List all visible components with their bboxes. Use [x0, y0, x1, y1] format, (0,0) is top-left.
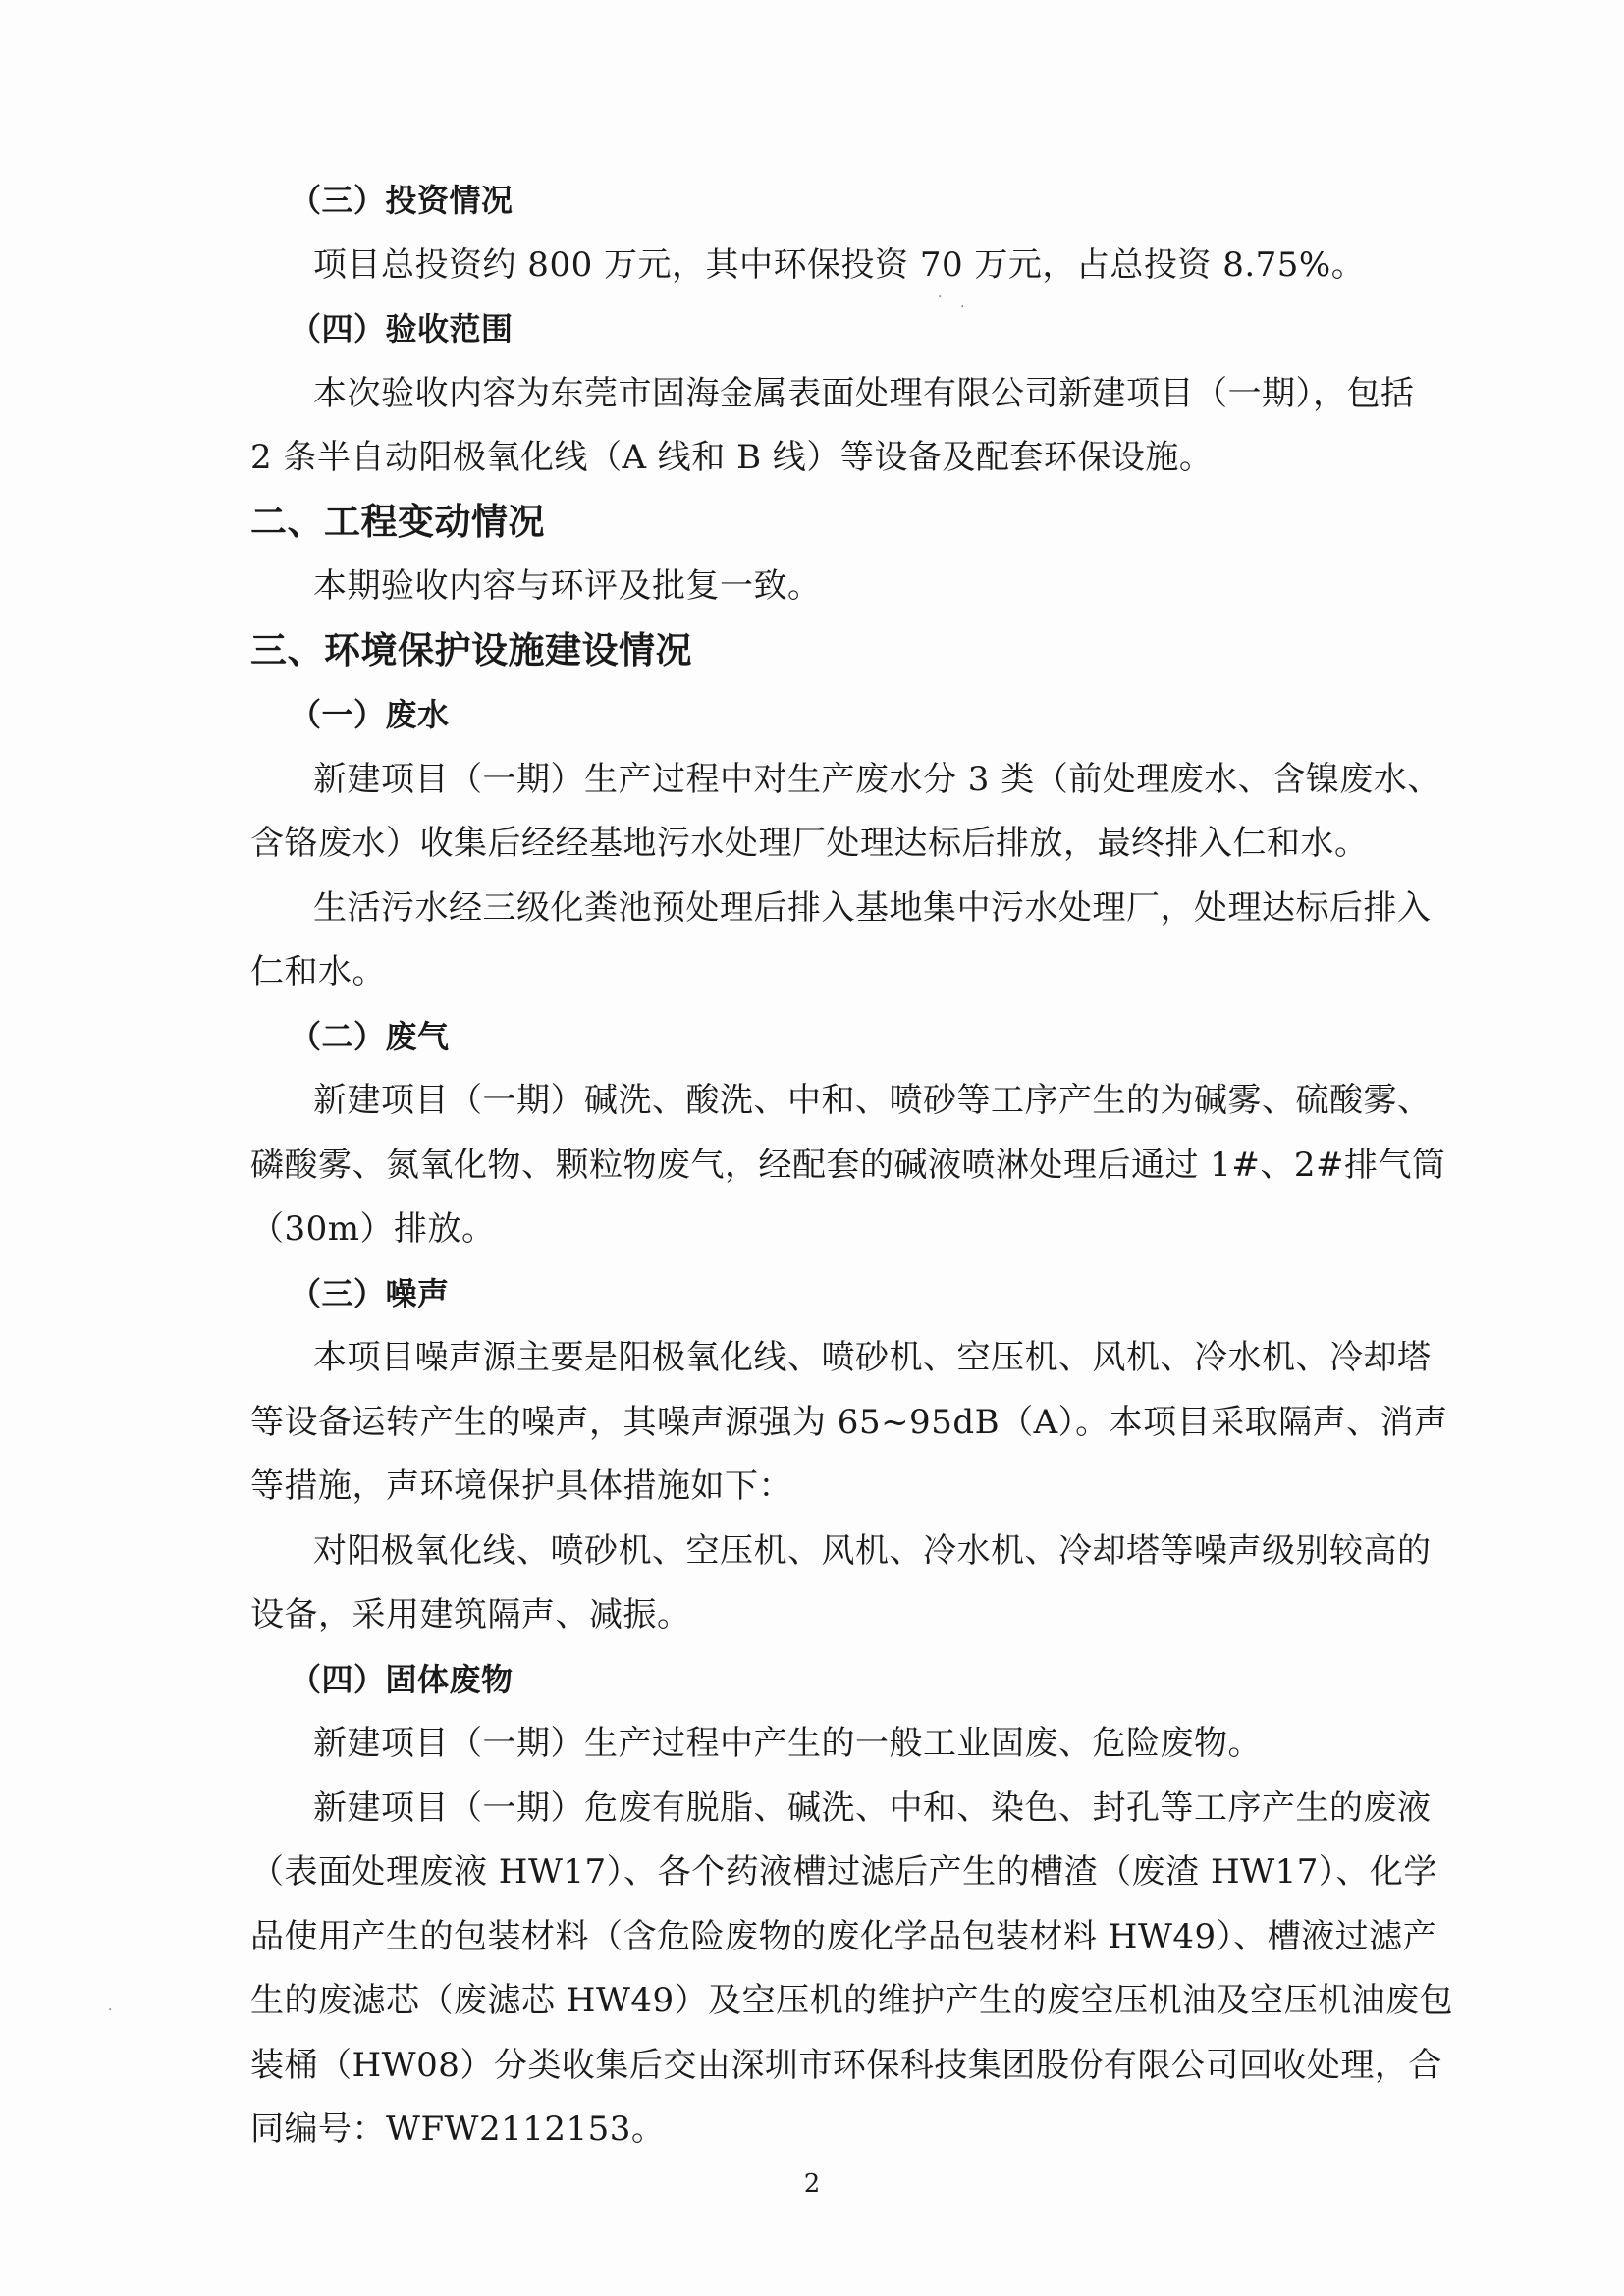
paragraph-line: 生活污水经三级化粪池预处理后排入基地集中污水处理厂，处理达标后排入 [313, 887, 1432, 928]
paragraph-line: 新建项目（一期）碱洗、酸洗、中和、喷砂等工序产生的为碱雾、硫酸雾、 [313, 1081, 1432, 1120]
paragraph-line: 新建项目（一期）生产过程中产生的一般工业固废、危险废物。 [313, 1724, 1262, 1763]
section-heading-investment: （三）投资情况 [290, 182, 514, 219]
section-heading-exhaust: （二）废气 [290, 1017, 450, 1055]
paragraph-line: 磷酸雾、氮氧化物、颗粒物废气，经配套的碱液喷淋处理后通过 1#、2#排气筒 [250, 1145, 1446, 1185]
paragraph-line: 设备，采用建筑隔声、减振。 [250, 1595, 691, 1634]
paragraph-line: 2 条半自动阳极氧化线（A 线和 B 线）等设备及配套环保设施。 [250, 438, 1214, 477]
paragraph-line: 仁和水。 [250, 952, 386, 991]
paragraph-line: 生的废滤芯（废滤芯 HW49）及空压机的维护产生的废空压机油及空压机油废包 [250, 1981, 1454, 2020]
scan-speck: · [108, 2002, 113, 2018]
paragraph-line: 含铬废水）收集后经经基地污水处理厂处理达标后排放，最终排入仁和水。 [250, 824, 1369, 863]
scan-speck: · [960, 299, 965, 315]
page-number: 2 [803, 2169, 821, 2199]
section-heading-wastewater: （一）废水 [290, 696, 450, 733]
scan-speck: · [938, 290, 943, 305]
chapter-heading-changes: 二、工程变动情况 [250, 500, 545, 543]
section-heading-scope: （四）验收范围 [290, 310, 514, 347]
paragraph-line: 项目总投资约 800 万元，其中环保投资 70 万元，占总投资 8.75%。 [313, 244, 1366, 285]
paragraph-line: 对阳极氧化线、喷砂机、空压机、风机、冷水机、冷却塔等噪声级别较高的 [313, 1530, 1432, 1571]
section-heading-noise: （三）噪声 [290, 1274, 450, 1312]
paragraph-line: 新建项目（一期）危废有脱脂、碱洗、中和、染色、封孔等工序产生的废液 [313, 1788, 1432, 1828]
paragraph-line: 本次验收内容为东莞市固海金属表面处理有限公司新建项目（一期），包括 [313, 373, 1415, 413]
paragraph-line: （30m）排放。 [250, 1209, 496, 1249]
paragraph-line: 新建项目（一期）生产过程中对生产废水分 3 类（前处理废水、含镍废水、 [313, 759, 1441, 799]
paragraph-line: 等设备运转产生的噪声，其噪声源强为 65~95dB（A）。本项目采取隔声、消声 [250, 1402, 1448, 1442]
chapter-heading-facilities: 三、环境保护设施建设情况 [250, 628, 692, 671]
document-body [250, 177, 1454, 2170]
paragraph-line: 等措施，声环境保护具体措施如下： [250, 1467, 792, 1506]
paragraph-line: 本项目噪声源主要是阳极氧化线、喷砂机、空压机、风机、冷水机、冷却塔 [313, 1338, 1432, 1377]
paragraph-line: （表面处理废液 HW17）、各个药液槽过滤后产生的槽渣（废渣 HW17）、化学 [250, 1852, 1437, 1892]
paragraph-line: 本期验收内容与环评及批复一致。 [313, 566, 822, 606]
paragraph-line: 装桶（HW08）分类收集后交由深圳市环保科技集团股份有限公司回收处理，合 [250, 2045, 1442, 2085]
paragraph-line: 同编号：WFW2112153。 [250, 2109, 666, 2149]
section-heading-solid-waste: （四）固体废物 [290, 1660, 514, 1698]
paragraph-line: 品使用产生的包装材料（含危险废物的废化学品包装材料 HW49）、槽液过滤产 [250, 1916, 1437, 1956]
